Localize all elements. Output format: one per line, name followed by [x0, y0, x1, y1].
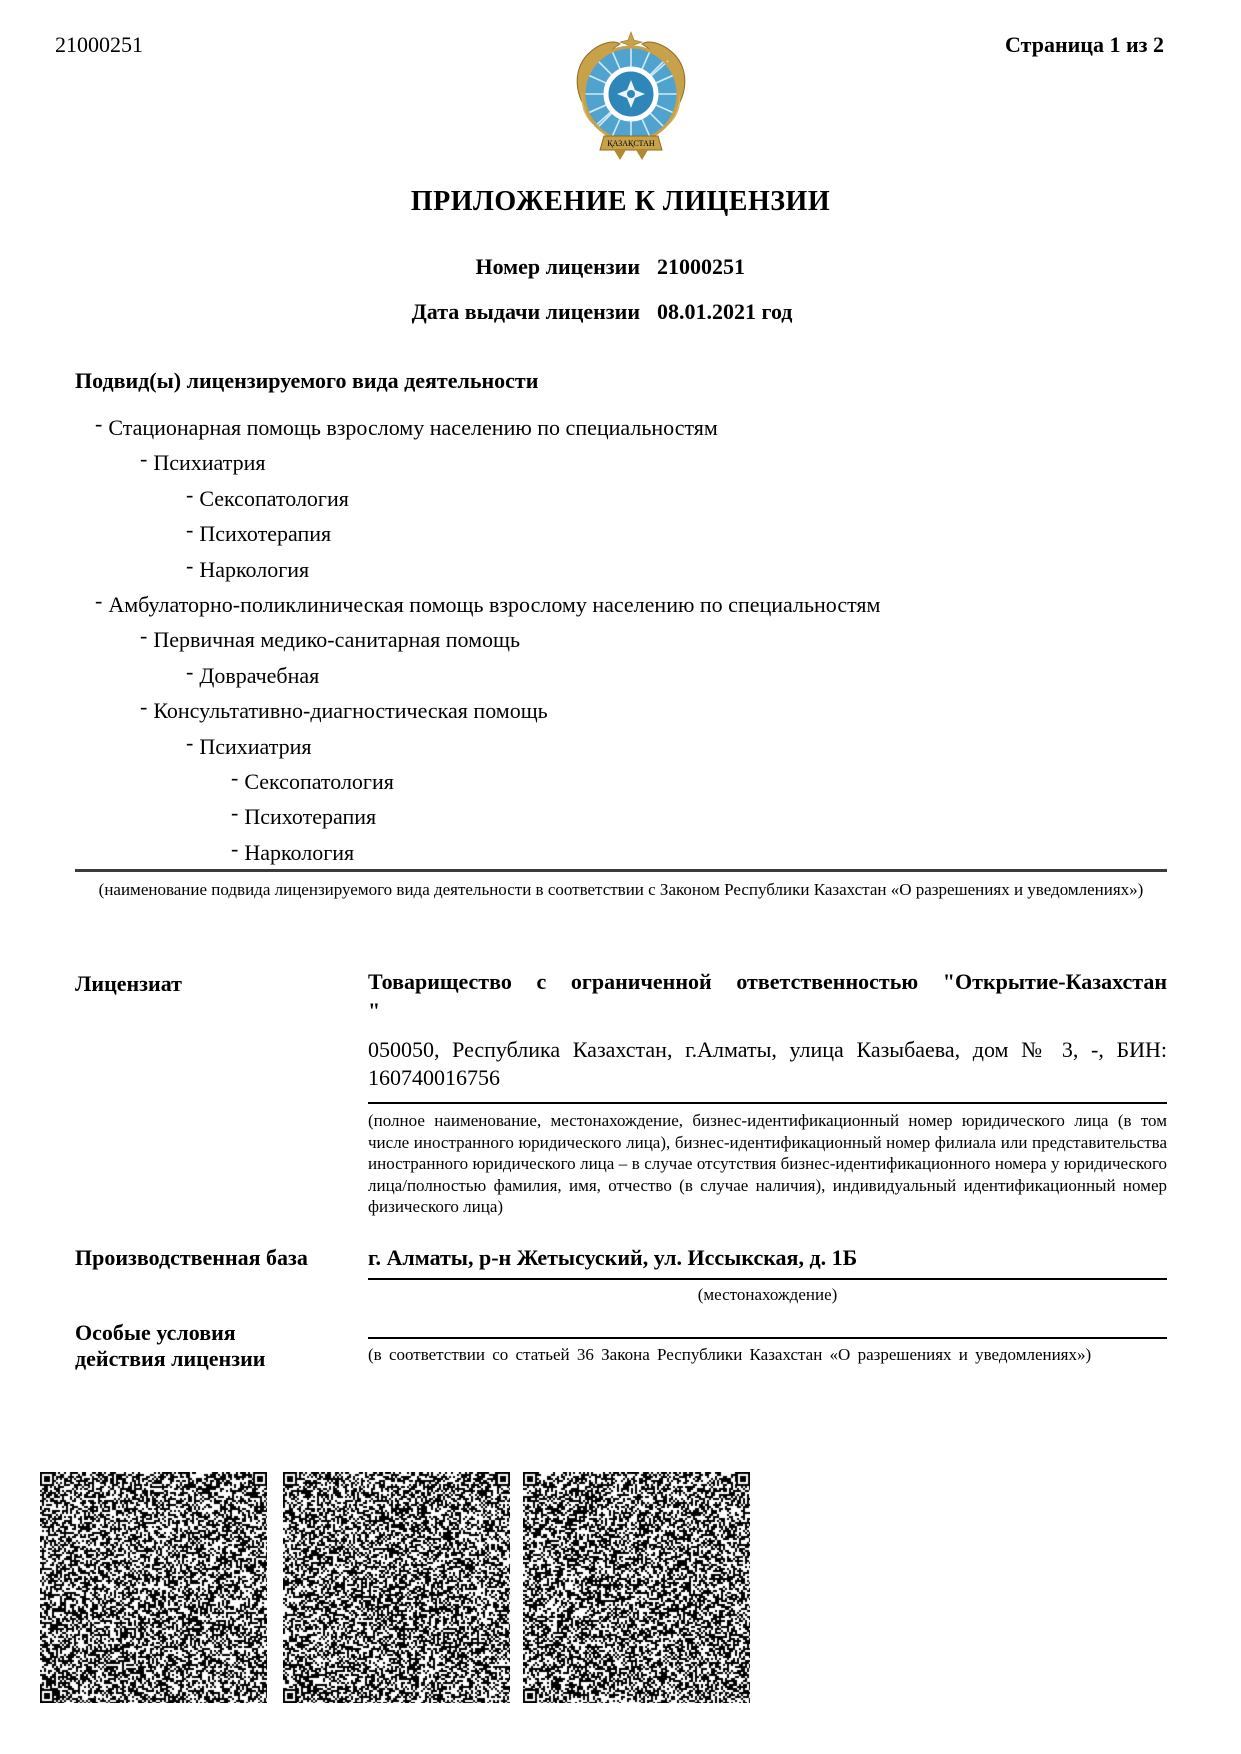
- production-base-label: Производственная база: [75, 1245, 308, 1270]
- qr-code: [40, 1472, 267, 1703]
- license-number-row: [0, 254, 1241, 282]
- list-item: - Доврачебная: [75, 658, 1175, 693]
- licensee-name-line2: ": [368, 998, 381, 1023]
- subtypes-divider-line: [75, 869, 1167, 872]
- licensee-label: Лицензиат: [75, 971, 182, 996]
- licensee-block: [368, 967, 1167, 1218]
- special-conditions-footnote: (в соответствии со статьей 36 Закона Республики Казахстан «О разрешениях и уведомлениях»): [368, 1345, 1092, 1364]
- document-number-header: 21000251: [55, 32, 143, 57]
- page-indicator: Страница 1 из 2: [1005, 32, 1164, 57]
- kazakhstan-emblem-icon: [570, 28, 692, 162]
- production-base-value: г. Алматы, р-н Жетысуский, ул. Иссыкская, д. 1Б: [368, 1245, 858, 1270]
- list-item: - Консультативно-диагностическая помощь: [75, 693, 1175, 728]
- special-conditions-label: [75, 1320, 265, 1372]
- list-item: - Наркология: [75, 835, 1175, 870]
- special-conditions-label-line2: действия лицензии: [75, 1346, 266, 1371]
- license-date-label: Дата выдачи лицензии: [411, 299, 640, 324]
- licensee-address-line1: 050050, Республика Казахстан, г.Алматы, улица Казыбаева, дом № 3, -, БИН:: [368, 1037, 1167, 1062]
- licensee-divider-line: [368, 1102, 1167, 1104]
- list-item: - Амбулаторно-поликлиническая помощь взрослому населению по специальностям: [75, 587, 1175, 622]
- list-item: - Психотерапия: [75, 516, 1175, 551]
- production-base-line: [368, 1278, 1167, 1280]
- qr-code: [523, 1472, 750, 1703]
- licensee-address-line2: 160740016756: [368, 1065, 500, 1090]
- subtypes-footnote: (наименование подвида лицензируемого вида деятельности в соответствии с Законом Республики Казахстан «О разрешениях и уведомлениях»): [98, 880, 1144, 899]
- licensee-footnote: (полное наименование, местонахождение, бизнес-идентификационный номер юридического лица (в том числе иностранного юридического лица), бизнес-идентификационный номер филиала или представительства иностранного юридического лица – в случае отсутствия бизнес-идентификационного номера у юридического лица/полностью фамилия, имя, отчество (в случае наличия), индивидуальный идентификационный номер физического лица): [368, 1111, 1167, 1216]
- licensee-name-line1: Товарищество с ограниченной ответственностью "Открытие-Казахстан: [368, 969, 1167, 994]
- document-title: ПРИЛОЖЕНИЕ К ЛИЦЕНЗИИ: [410, 186, 831, 217]
- list-item: - Первичная медико-санитарная помощь: [75, 622, 1175, 657]
- license-date-row: [0, 299, 1241, 327]
- license-number-value: 21000251: [657, 254, 745, 279]
- list-item: - Сексопатология: [75, 481, 1175, 516]
- list-item: - Психиатрия: [75, 729, 1175, 764]
- list-item: - Стационарная помощь взрослому населению по специальностям: [75, 410, 1175, 445]
- license-date-value: 08.01.2021 год: [657, 299, 793, 324]
- list-item: - Психиатрия: [75, 445, 1175, 480]
- subtypes-list: [75, 410, 1175, 870]
- special-conditions-line: [368, 1337, 1167, 1339]
- emblem-banner-text: ҚАЗАҚСТАН: [607, 139, 655, 148]
- list-item: - Психотерапия: [75, 799, 1175, 834]
- production-base-footnote: (местонахождение): [697, 1285, 838, 1304]
- list-item: - Наркология: [75, 552, 1175, 587]
- license-number-label: Номер лицензии: [475, 254, 640, 279]
- list-item: - Сексопатология: [75, 764, 1175, 799]
- qr-code: [283, 1472, 510, 1703]
- subtypes-heading: Подвид(ы) лицензируемого вида деятельности: [75, 368, 539, 393]
- special-conditions-label-line1: Особые условия: [75, 1320, 236, 1345]
